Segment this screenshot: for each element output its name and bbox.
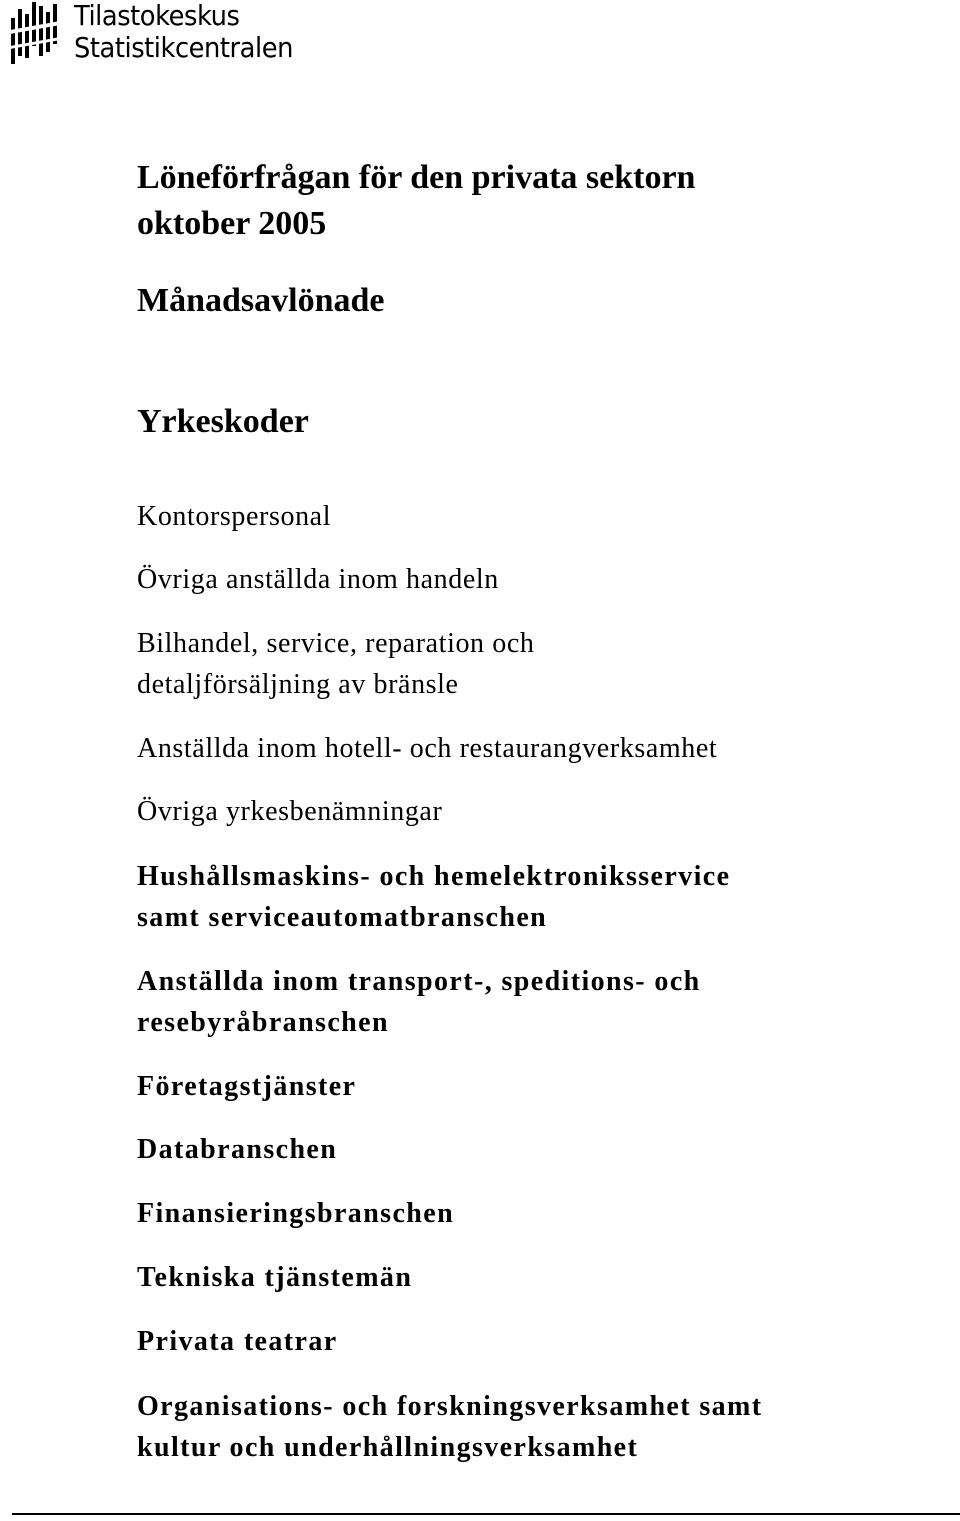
list-item: Tekniska tjänstemän [137, 1262, 413, 1293]
list-item: Anställda inom hotell- och restaurangverksamhet [137, 733, 718, 764]
list-item: Anställda inom transport-, speditions- och resebyråbranschen [137, 966, 701, 1038]
tilastokeskus-logo-icon [10, 0, 66, 66]
logo-text-swedish: Statistikcentralen [74, 31, 293, 64]
list-item: Hushållsmaskins- och hemelektroniksservice samt serviceautomatbranschen [137, 861, 731, 933]
list-item: Databranschen [137, 1134, 338, 1165]
footer-divider [12, 1513, 960, 1515]
list-item: Övriga yrkesbenämningar [137, 796, 443, 827]
tilastokeskus-logo [10, 0, 320, 70]
title-line-1: Löneförfrågan för den privata sektorn [137, 159, 696, 196]
section-heading: Yrkeskoder [137, 403, 309, 440]
list-item: Övriga anställda inom handeln [137, 564, 499, 595]
document-subtitle: Månadsavlönade [137, 282, 385, 319]
logo-text-finnish: Tilastokeskus [74, 0, 240, 32]
list-item: Företagstjänster [137, 1071, 357, 1102]
document-title [137, 155, 695, 247]
list-item: Privata teatrar [137, 1326, 338, 1357]
list-item: Bilhandel, service, reparation och detaljförsäljning av bränsle [137, 628, 535, 700]
list-item: Organisations- och forskningsverksamhet samt kultur och underhållningsverksamhet [137, 1391, 763, 1463]
list-item: Kontorspersonal [137, 501, 332, 532]
title-line-2: oktober 2005 [137, 205, 327, 242]
list-item: Finansieringsbranschen [137, 1198, 455, 1229]
